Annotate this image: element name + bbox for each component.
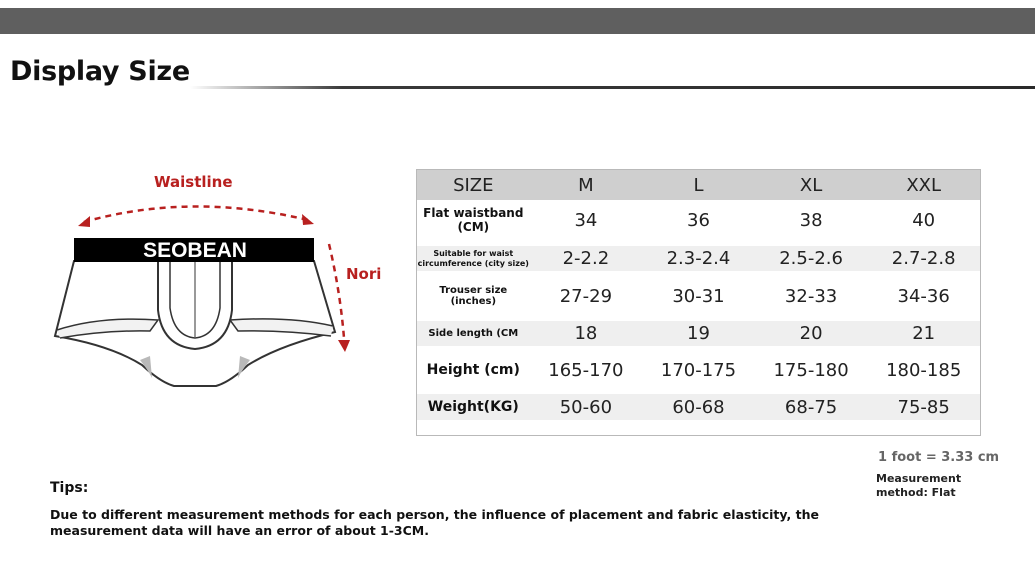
table-row — [417, 394, 980, 420]
table-cell: 36 — [687, 209, 710, 231]
title-divider — [190, 86, 1035, 89]
table-row — [417, 246, 980, 271]
measurement-method-note: Measurement method: Flat — [876, 472, 962, 499]
table-row — [417, 276, 980, 316]
table-cell: 38 — [799, 209, 823, 231]
column-header: XXL — [906, 174, 942, 196]
brand-logo: SEOBEAN — [143, 239, 247, 262]
table-cell: 34 — [574, 209, 598, 231]
waistline-arrow — [84, 206, 308, 222]
table-row — [417, 321, 980, 346]
table-cell: 40 — [912, 209, 936, 231]
table-cell: 34-36 — [897, 285, 950, 307]
table-cell: 68-75 — [784, 396, 838, 418]
table-cell: 19 — [687, 323, 710, 344]
table-cell: 170-175 — [660, 359, 737, 381]
tips-heading: Tips: — [50, 480, 89, 496]
row-label: Side length (CM — [428, 328, 519, 339]
table-header-row — [417, 170, 980, 200]
table-cell: 2.3-2.4 — [666, 248, 731, 269]
table-cell: 2.7-2.8 — [891, 248, 956, 269]
column-header: M — [578, 174, 594, 196]
row-label: Suitable for waist circumference (city size) — [417, 248, 529, 268]
table-cell: 30-31 — [672, 285, 725, 307]
side-length-arrowhead — [338, 340, 350, 352]
underwear-diagram — [40, 160, 390, 410]
table-cell: 50-60 — [559, 396, 613, 418]
table-cell: 18 — [574, 323, 598, 344]
size-chart-table — [416, 169, 981, 436]
table-cell: 75-85 — [897, 396, 950, 418]
table-cell: 32-33 — [784, 285, 838, 307]
column-header: L — [693, 174, 704, 196]
waistline-label: Waistline — [154, 173, 233, 191]
table-cell: 175-180 — [773, 359, 849, 381]
table-cell: 2.5-2.6 — [779, 248, 843, 269]
table-cell: 27-29 — [559, 285, 613, 307]
table-cell: 20 — [799, 323, 823, 344]
table-cell: 2-2.2 — [562, 248, 610, 269]
column-header: SIZE — [453, 174, 494, 196]
table-cell: 60-68 — [672, 396, 725, 418]
row-label: Trouser size (inches) — [439, 285, 508, 307]
waistline-arrowhead-left — [78, 216, 90, 227]
row-label: Weight(KG) — [427, 399, 519, 415]
waistline-arrowhead-right — [302, 214, 314, 225]
table-cell: 180-185 — [886, 359, 962, 381]
table-cell: 21 — [912, 323, 936, 344]
briefs-illustration — [40, 160, 390, 410]
row-label: Flat waistband (CM) — [423, 206, 524, 234]
table-row — [417, 350, 980, 390]
table-row — [417, 200, 980, 240]
column-header: XL — [799, 174, 823, 196]
page-title: Display Size — [10, 56, 190, 87]
unit-conversion-note: 1 foot = 3.33 cm — [878, 450, 1000, 465]
tips-text: Due to different measurement methods for each person, the influence of placement and fabric elasticity, the measurement data will have an error of about 1-3CM. — [50, 507, 820, 538]
row-label: Height (cm) — [426, 362, 520, 378]
side-length-label: Nori — [346, 265, 382, 283]
table-cell: 165-170 — [548, 359, 624, 381]
top-header-bar — [0, 8, 1035, 34]
